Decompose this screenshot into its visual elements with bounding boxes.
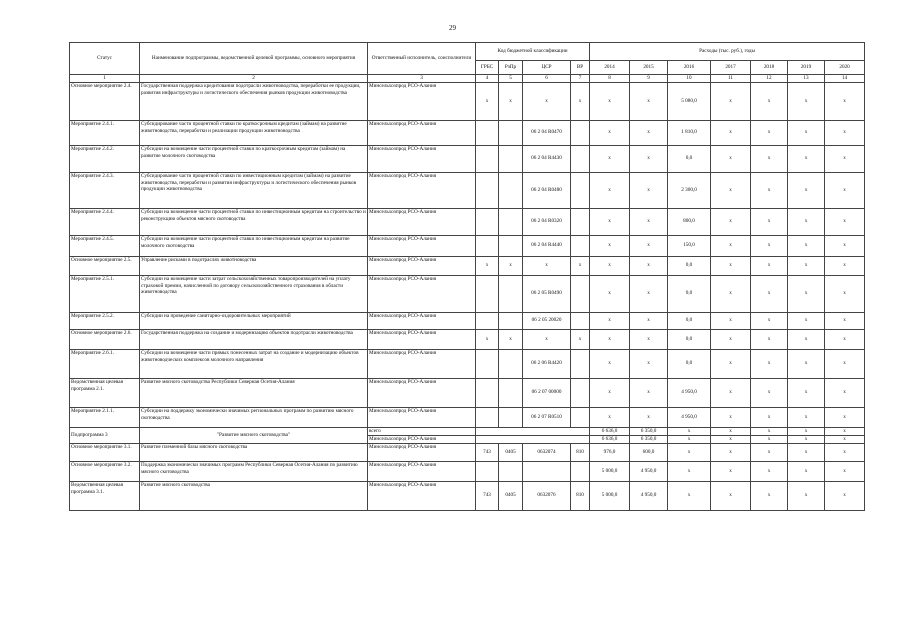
column-number: 11 [711,75,751,83]
grbs-cell [476,120,499,145]
value-cell: x [788,481,825,510]
executor-cell: всего [368,427,476,435]
vr-cell [571,349,590,378]
value-cell: 6 636,0 [590,435,630,443]
header-year: 2015 [630,61,668,75]
csr-cell: 06 2 06 R4420 [523,349,571,378]
name-cell: Субсидирование части процентной ставки по инвестиционным кредитам (займам) на развитие животноводства, переработки и развития инфраструктуры и логистического обеспечения рынков продукции животноводства [140,172,368,208]
status-cell: Мероприятие 2.6.1. [70,349,140,378]
status-cell: Мероприятие 2.5.1. [70,275,140,312]
value-cell: x [751,275,788,312]
rzpr-cell [499,349,523,378]
value-cell: x [711,481,751,510]
executor-cell: Минсельхозпрод РСО-Алания [368,407,476,427]
column-number: 2 [140,75,368,83]
value-cell: x [590,82,630,120]
header-executor: Ответственный исполнитель, соисполнители [368,43,476,75]
value-cell: x [825,329,865,349]
grbs-cell: x [476,329,499,349]
header-status: Статус [70,43,140,75]
vr-cell [571,378,590,407]
table-row [70,235,865,256]
status-cell: Ведомственная целевая программа 2.1. [70,378,140,407]
csr-cell: 06 2 04 R0470 [523,120,571,145]
column-number: 8 [590,75,630,83]
name-cell: Субсидии на возмещение части процентной ставки по инвестиционным кредитам на развитие молочного скотоводства [140,235,368,256]
executor-cell: Минсельхозпрод РСО-Алания [368,208,476,235]
csr-cell: 06 2 04 R0480 [523,172,571,208]
executor-cell: Минсельхозпрод РСО-Алания [368,461,476,481]
value-cell: x [630,208,668,235]
value-cell: x [825,120,865,145]
value-cell: x [788,208,825,235]
name-cell: Субсидии на возмещение части процентной ставки по инвестиционным кредитам на строительство и реконструкцию объектов мясного скотоводства [140,208,368,235]
name-cell: Государственная поддержка на создание и модернизацию объектов подотрасли животноводства [140,329,368,349]
executor-cell: Минсельхозпрод РСО-Алания [368,256,476,275]
value-cell: x [630,275,668,312]
header-vr: ВР [571,61,590,75]
rzpr-cell [499,120,523,145]
value-cell: x [825,481,865,510]
value-cell: x [788,427,825,435]
value-cell: x [825,349,865,378]
csr-cell: 0632076 [523,481,571,510]
executor-cell: Минсельхозпрод РСО-Алания [368,82,476,120]
status-cell: Мероприятие 2.1.1. [70,407,140,427]
executor-cell: Минсельхозпрод РСО-Алания [368,312,476,329]
value-cell: x [751,329,788,349]
csr-cell: x [523,329,571,349]
value-cell: 0,0 [668,275,711,312]
csr-cell: x [523,256,571,275]
table-row [70,256,865,275]
value-cell: 6 350,0 [630,427,668,435]
value-cell: 976,0 [590,443,630,461]
csr-cell: 06 2 05 20020 [523,312,571,329]
executor-cell: Минсельхозпрод РСО-Алания [368,435,476,443]
grbs-cell: x [476,256,499,275]
value-cell: x [751,256,788,275]
value-cell: x [711,256,751,275]
value-cell: x [825,461,865,481]
name-cell: Субсидии на поддержку экономически значимых региональных программ по развитию мясного скотоводства [140,407,368,427]
value-cell: x [711,329,751,349]
value-cell: 6 350,0 [630,435,668,443]
grbs-cell: 743 [476,481,499,510]
rzpr-cell [499,172,523,208]
rzpr-cell [499,208,523,235]
value-cell: x [630,407,668,427]
header-rzpr: РзПр [499,61,523,75]
value-cell: x [751,461,788,481]
rzpr-cell [499,407,523,427]
csr-cell: 06 2 04 R4440 [523,235,571,256]
grbs-cell [476,407,499,427]
value-cell: x [630,145,668,172]
value-cell: x [751,349,788,378]
value-cell: 0,0 [668,145,711,172]
rzpr-cell [499,275,523,312]
name-cell: Поддержка экономически значимых программ Республики Северная Осетия-Алания по развитию мясного скотоводства [140,461,368,481]
name-cell: "Развитие мясного скотоводства" [140,427,368,443]
value-cell: x [751,235,788,256]
value-cell: x [751,145,788,172]
csr-cell: 06 2 04 R4430 [523,145,571,172]
executor-cell: Минсельхозпрод РСО-Алания [368,275,476,312]
grbs-cell [476,208,499,235]
executor-cell: Минсельхозпрод РСО-Алания [368,349,476,378]
vr-cell [571,312,590,329]
name-cell: Субсидии на возмещение части затрат сельскохозяйственных товаропроизводителей на уплату страховой премии, начисленной по договору сельскохозяйственного страхования в области животноводства [140,275,368,312]
grbs-cell [476,172,499,208]
value-cell: x [751,407,788,427]
value-cell: x [751,378,788,407]
value-cell: x [825,312,865,329]
status-cell: Мероприятие 2.4.4. [70,208,140,235]
status-cell: Мероприятие 2.4.3. [70,172,140,208]
header-grbs: ГРБС [476,61,499,75]
value-cell: x [825,208,865,235]
csr-cell: 0632074 [523,443,571,461]
value-cell: x [630,82,668,120]
column-number: 14 [825,75,865,83]
executor-cell: Минсельхозпрод РСО-Алания [368,329,476,349]
value-cell: x [630,256,668,275]
value-cell: x [590,407,630,427]
name-cell: Субсидии на возмещение части процентной ставки по краткосрочным кредитам (займам) на развитие молочного скотоводства [140,145,368,172]
value-cell: x [630,312,668,329]
value-cell: x [788,82,825,120]
table-row [70,145,865,172]
status-cell: Ведомственная целевая программа 3.1. [70,481,140,510]
value-cell: x [590,329,630,349]
executor-cell: Минсельхозпрод РСО-Алания [368,481,476,510]
table-row [70,82,865,120]
value-cell: 800,0 [668,208,711,235]
value-cell: x [825,82,865,120]
value-cell: x [788,145,825,172]
value-cell: 1 810,0 [668,120,711,145]
value-cell: 4 950,0 [630,481,668,510]
value-cell: x [788,329,825,349]
table-row [70,443,865,461]
value-cell: x [788,256,825,275]
executor-cell: Минсельхозпрод РСО-Алания [368,120,476,145]
value-cell: x [788,312,825,329]
name-cell: Развитие мясного скотоводства Республики Северная Осетия-Алания [140,378,368,407]
table-row [70,407,865,427]
column-number: 12 [751,75,788,83]
table-row [70,481,865,510]
value-cell: x [630,120,668,145]
header-year: 2020 [825,61,865,75]
executor-cell: Минсельхозпрод РСО-Алания [368,378,476,407]
value-cell: x [751,312,788,329]
table-row [70,329,865,349]
status-cell: Мероприятие 2.4.5. [70,235,140,256]
value-cell: x [788,378,825,407]
value-cell: x [788,461,825,481]
status-cell: Основное мероприятие 2.5. [70,256,140,275]
value-cell: x [590,256,630,275]
grbs-cell [476,275,499,312]
table-row [70,378,865,407]
rzpr-cell [499,461,523,481]
value-cell: x [825,427,865,435]
vr-cell [571,407,590,427]
vr-cell [571,461,590,481]
value-cell: x [825,256,865,275]
status-cell: Основное мероприятие 3.1. [70,443,140,461]
name-cell: Развитие племенной базы мясного скотоводства [140,443,368,461]
value-cell: x [825,275,865,312]
value-cell: 150,0 [668,235,711,256]
value-cell: x [825,435,865,443]
rzpr-cell: 0405 [499,443,523,461]
value-cell: x [711,407,751,427]
name-cell: Управление рисками в подотраслях животноводства [140,256,368,275]
grbs-cell [476,235,499,256]
grbs-cell [476,145,499,172]
header-year: 2016 [668,61,711,75]
value-cell: x [590,145,630,172]
value-cell: x [788,235,825,256]
value-cell: x [788,275,825,312]
value-cell: 2 300,0 [668,172,711,208]
value-cell: x [751,427,788,435]
value-cell: 0,0 [668,329,711,349]
header-year: 2014 [590,61,630,75]
value-cell: x [788,349,825,378]
csr-cell: 06 2 05 R0490 [523,275,571,312]
executor-cell: Минсельхозпрод РСО-Алания [368,235,476,256]
value-cell: x [630,329,668,349]
value-cell: 5 000,0 [590,481,630,510]
value-cell: x [751,82,788,120]
header-year: 2019 [788,61,825,75]
value-cell: x [825,378,865,407]
rzpr-cell: x [499,329,523,349]
value-cell: x [825,145,865,172]
value-cell: 4 950,0 [668,378,711,407]
header-csr: ЦСР [523,61,571,75]
column-number: 7 [571,75,590,83]
budget-code-cell [476,435,590,443]
status-cell: Мероприятие 2.4.1. [70,120,140,145]
status-cell: Мероприятие 2.4.2. [70,145,140,172]
table-row [70,427,865,435]
table-row [70,312,865,329]
csr-cell: 06 2 07 00000 [523,378,571,407]
header-year: 2017 [711,61,751,75]
value-cell: x [711,275,751,312]
value-cell: x [788,443,825,461]
value-cell: x [668,481,711,510]
value-cell: x [590,120,630,145]
page-number: 29 [449,24,456,32]
rzpr-cell [499,312,523,329]
value-cell: 4 950,0 [630,461,668,481]
grbs-cell [476,461,499,481]
name-cell: Субсидирование части процентной ставки по краткосрочным кредитам (займам) на развитие животноводства, переработки и реализации продукции животноводства [140,120,368,145]
rzpr-cell [499,378,523,407]
expenses-table [69,42,865,511]
value-cell: x [630,235,668,256]
value-cell: 0,0 [668,256,711,275]
grbs-cell: x [476,82,499,120]
name-cell: Субсидии на возмещение части прямых понесенных затрат на создание и модернизацию объектов животноводческих комплексов молочного направления [140,349,368,378]
grbs-cell [476,312,499,329]
vr-cell: 810 [571,443,590,461]
value-cell: x [825,407,865,427]
rzpr-cell [499,145,523,172]
value-cell: x [590,208,630,235]
name-cell: Субсидии на проведение санитарно-оздоровительных мероприятий [140,312,368,329]
table-row [70,349,865,378]
grbs-cell [476,378,499,407]
header-expenses: Расходы (тыс. руб.), годы [590,43,865,61]
column-number: 4 [476,75,499,83]
rzpr-cell: x [499,82,523,120]
value-cell: x [711,208,751,235]
status-cell: Мероприятие 2.5.2. [70,312,140,329]
rzpr-cell [499,235,523,256]
vr-cell [571,145,590,172]
value-cell: x [711,172,751,208]
value-cell: 5 080,0 [668,82,711,120]
value-cell: 0,0 [668,349,711,378]
value-cell: x [668,427,711,435]
value-cell: x [751,481,788,510]
table-row [70,275,865,312]
value-cell: x [788,407,825,427]
csr-cell: 06 2 07 R0510 [523,407,571,427]
value-cell: x [590,235,630,256]
column-number: 5 [499,75,523,83]
vr-cell: 810 [571,481,590,510]
value-cell: x [751,172,788,208]
value-cell: x [590,349,630,378]
value-cell: x [751,208,788,235]
value-cell: x [668,443,711,461]
value-cell: x [630,378,668,407]
vr-cell [571,235,590,256]
column-number-row [70,75,865,83]
value-cell: 600,0 [630,443,668,461]
status-cell: Основное мероприятие 3.2. [70,461,140,481]
vr-cell: x [571,329,590,349]
value-cell: x [711,82,751,120]
vr-cell: x [571,256,590,275]
value-cell: x [630,349,668,378]
value-cell: x [751,435,788,443]
status-cell: Подпрограмма 3 [70,427,140,443]
table-row [70,461,865,481]
value-cell: x [711,312,751,329]
header-name: Наименование подпрограммы, ведомственной целевой программы, основного мероприятия [140,43,368,75]
budget-code-cell [476,427,590,435]
column-number: 1 [70,75,140,83]
value-cell: x [788,435,825,443]
value-cell: x [630,172,668,208]
value-cell: x [711,427,751,435]
column-number: 9 [630,75,668,83]
vr-cell [571,120,590,145]
executor-cell: Минсельхозпрод РСО-Алания [368,172,476,208]
executor-cell: Минсельхозпрод РСО-Алания [368,443,476,461]
value-cell: x [825,235,865,256]
column-number: 3 [368,75,476,83]
value-cell: x [590,312,630,329]
value-cell: 0,0 [668,312,711,329]
table-row [70,120,865,145]
value-cell: x [825,443,865,461]
header-budget-code: Код бюджетной классификации [476,43,590,61]
value-cell: x [711,435,751,443]
value-cell: x [590,172,630,208]
vr-cell: x [571,82,590,120]
value-cell: x [590,275,630,312]
grbs-cell [476,349,499,378]
value-cell: x [788,120,825,145]
status-cell: Основное мероприятие 2.6. [70,329,140,349]
value-cell: x [751,443,788,461]
name-cell: Развитие мясного скотоводства [140,481,368,510]
header-year: 2018 [751,61,788,75]
table-row [70,172,865,208]
value-cell: x [668,461,711,481]
value-cell: x [711,235,751,256]
value-cell: x [711,443,751,461]
name-cell: Государственная поддержка кредитования подотрасли животноводства, переработки ее продукции, развития инфраструктуры и логистического обеспечения рынков продукции животноводства [140,82,368,120]
rzpr-cell: x [499,256,523,275]
table-row [70,208,865,235]
value-cell: x [711,461,751,481]
vr-cell [571,208,590,235]
value-cell: x [711,349,751,378]
vr-cell [571,275,590,312]
value-cell: 4 950,0 [668,407,711,427]
csr-cell: x [523,82,571,120]
value-cell: x [711,120,751,145]
rzpr-cell: 0405 [499,481,523,510]
value-cell: x [788,172,825,208]
status-cell: Основное мероприятие 2.4. [70,82,140,120]
vr-cell [571,172,590,208]
value-cell: x [825,172,865,208]
column-number: 13 [788,75,825,83]
csr-cell: 06 2 04 R0320 [523,208,571,235]
csr-cell [523,461,571,481]
grbs-cell: 743 [476,443,499,461]
value-cell: x [590,378,630,407]
value-cell: x [711,145,751,172]
column-number: 6 [523,75,571,83]
value-cell: x [711,378,751,407]
executor-cell: Минсельхозпрод РСО-Алания [368,145,476,172]
column-number: 10 [668,75,711,83]
value-cell: 6 636,0 [590,427,630,435]
value-cell: x [668,435,711,443]
value-cell: 5 000,0 [590,461,630,481]
value-cell: x [751,120,788,145]
